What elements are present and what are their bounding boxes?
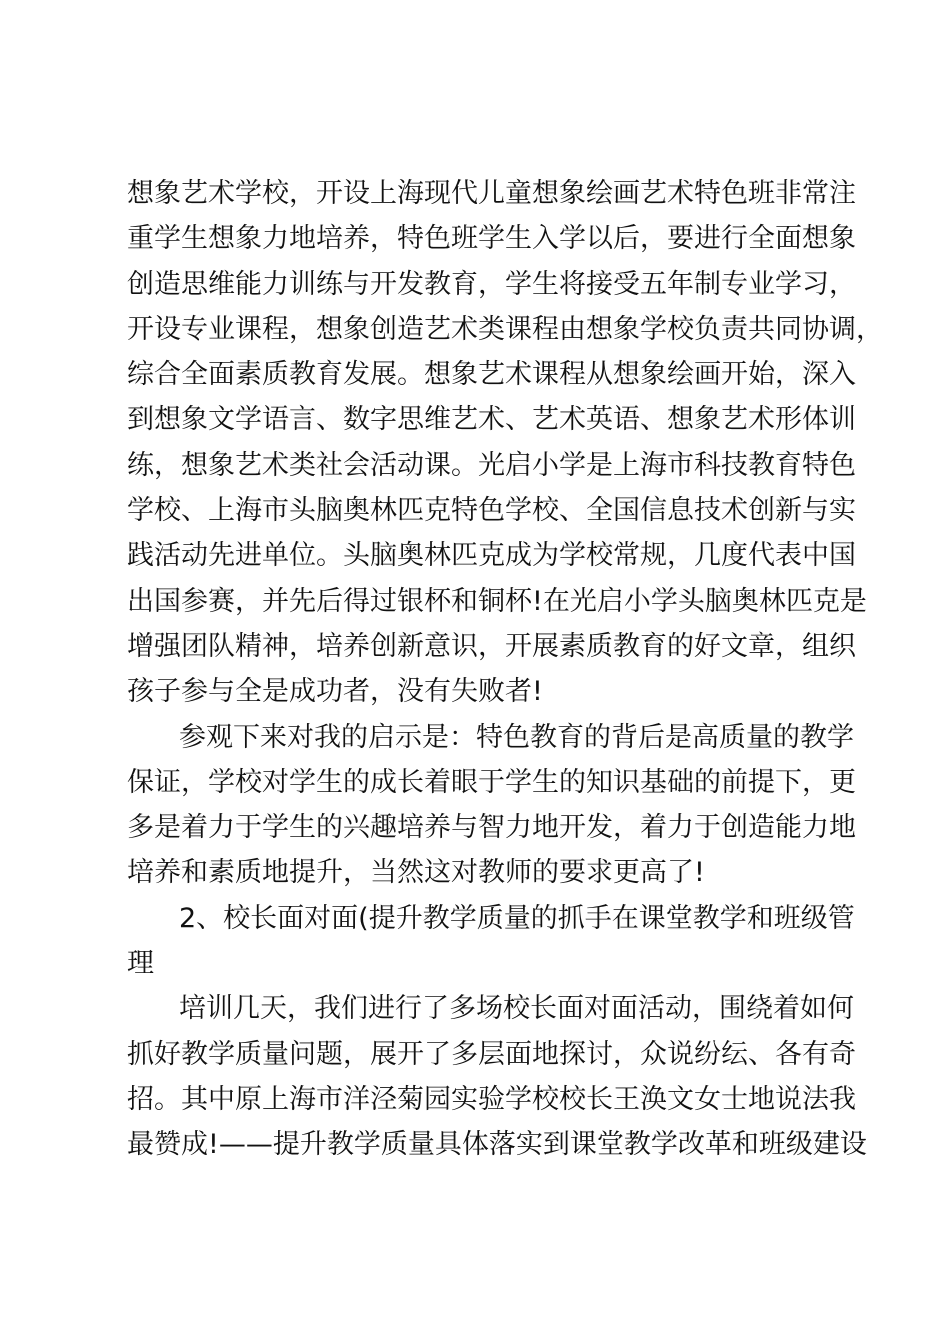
text-line: 创造思维能力训练与开发教育，学生将接受五年制专业学习， bbox=[127, 268, 856, 300]
text-line: 想象艺术学校，开设上海现代儿童想象绘画艺术特色班非常注 bbox=[127, 178, 856, 209]
text-line: 践活动先进单位。头脑奥林匹克成为学校常规，几度代表中国 bbox=[127, 540, 856, 572]
text-line: 到想象文学语言、数字思维艺术、艺术英语、想象艺术形体训 bbox=[127, 404, 856, 436]
text-line: 保证，学校对学生的成长着眼于学生的知识基础的前提下，更 bbox=[127, 766, 856, 798]
text-line: 培养和素质地提升，当然这对教师的要求更高了! bbox=[127, 857, 705, 889]
text-line: 综合全面素质教育发展。想象艺术课程从想象绘画开始，深入 bbox=[127, 359, 856, 391]
text-line: 招。其中原上海市洋泾菊园实验学校校长王涣文女士地说法我 bbox=[127, 1083, 856, 1115]
text-line: 开设专业课程，想象创造艺术类课程由想象学校负责共同协调， bbox=[127, 313, 883, 345]
text-line: 最赞成!——提升教学质量具体落实到课堂教学改革和班级建设 bbox=[127, 1129, 867, 1161]
text-line: 出国参赛，并先后得过银杯和铜杯!在光启小学头脑奥林匹克是 bbox=[127, 585, 867, 617]
text-line: 多是着力于学生的兴趣培养与智力地开发，着力于创造能力地 bbox=[127, 812, 856, 844]
document-body bbox=[127, 171, 883, 1168]
paragraph-first-line: 参观下来对我的启示是：特色教育的背后是高质量的教学 bbox=[179, 721, 854, 753]
section-heading-continuation: 理 bbox=[127, 948, 154, 980]
text-line: 重学生想象力地培养，特色班学生入学以后，要进行全面想象 bbox=[127, 223, 856, 255]
text-line: 学校、上海市头脑奥林匹克特色学校、全国信息技术创新与实 bbox=[127, 495, 856, 527]
section-heading: 2、校长面对面(提升教学质量的抓手在课堂教学和班级管 bbox=[179, 902, 855, 934]
paragraph-first-line: 培训几天，我们进行了多场校长面对面活动，围绕着如何 bbox=[179, 993, 854, 1025]
text-line: 抓好教学质量问题，展开了多层面地探讨，众说纷纭、各有奇 bbox=[127, 1038, 856, 1070]
text-line: 练，想象艺术类社会活动课。光启小学是上海市科技教育特色 bbox=[127, 449, 856, 481]
text-line: 增强团队精神，培养创新意识，开展素质教育的好文章，组织 bbox=[127, 630, 856, 662]
text-line: 孩子参与全是成功者，没有失败者! bbox=[127, 676, 543, 708]
